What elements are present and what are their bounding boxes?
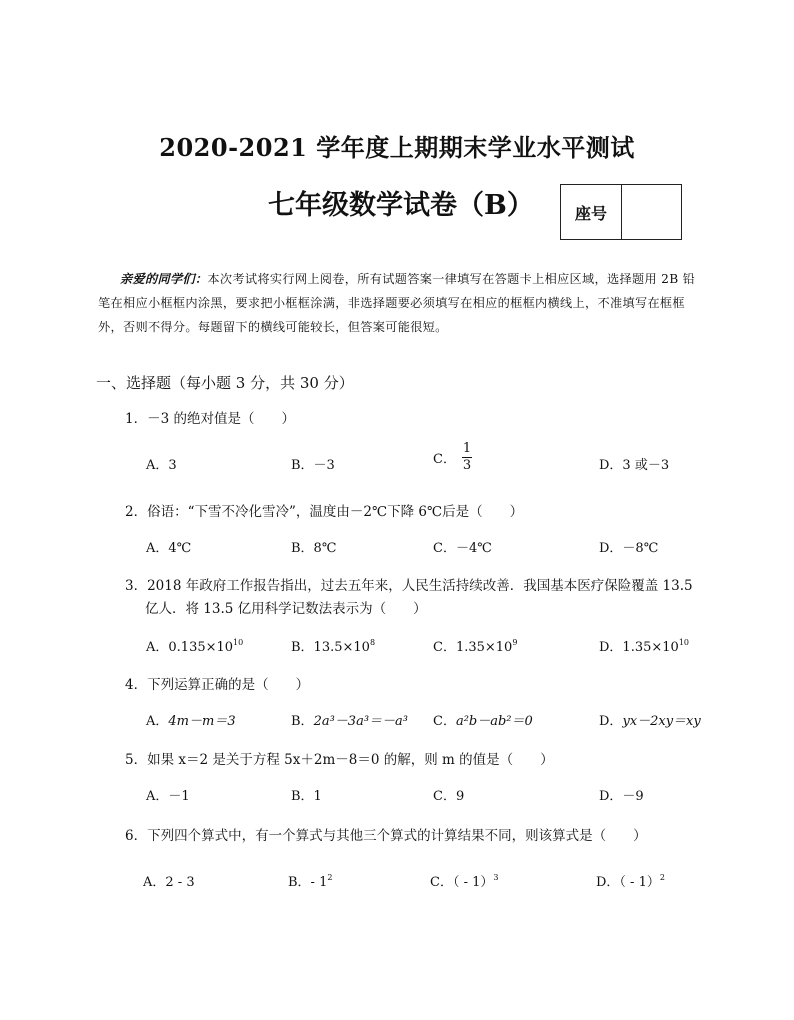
q4-option-d-expr: yx－2xy＝xy [622,714,701,729]
q3-option-b-exponent: 8 [369,638,376,647]
q6-option-b-base: B．- 1 [288,875,328,890]
q4-option-b[interactable] [291,710,408,729]
question-3-stem-line1: 3．2018 年政府工作报告指出，过去五年来，人民生活持续改善．我国基本医疗保险覆盖 13.5 [125,578,693,594]
q5-option-a[interactable]: A．－1 [146,789,190,804]
seat-number-field[interactable] [622,185,681,239]
q3-option-d[interactable] [599,636,689,655]
question-3-stem-line2: 亿人．将 13.5 亿用科学记数法表示为（ ） [145,601,427,617]
q6-option-b-exponent: 2 [327,873,333,882]
fraction-denominator: 3 [462,458,472,473]
q4-option-b-prefix: B． [291,714,314,729]
q3-option-a[interactable] [146,636,243,655]
q4-option-c-expr: a²b－ab²＝0 [455,714,533,729]
q3-option-b[interactable] [291,636,375,655]
q4-option-a[interactable] [146,710,236,729]
q4-option-b-expr: 2a³－3a³＝－a³ [313,714,408,729]
q2-option-a[interactable]: A．4℃ [146,541,192,556]
q3-option-d-base: D．1.35×10 [599,640,679,655]
section-title: 一、选择题（每小题 3 分，共 30 分） [96,374,354,392]
q6-option-c-exponent: 3 [493,873,499,882]
q6-option-a[interactable]: A．2 - 3 [143,875,195,890]
q2-option-c[interactable]: C．－4℃ [433,541,492,556]
fraction-one-third [462,441,472,474]
q2-option-d[interactable]: D．－8℃ [599,541,659,556]
q3-option-d-exponent: 10 [678,638,689,647]
q6-option-b[interactable] [288,871,332,890]
notice-body: 本次考试将实行网上阅卷，所有试题答案一律填写在答题卡上相应区域，选择题用 2B 铅笔在相应小框框内涂黑，要求把小框框涂满，非选择题要必须填写在相应的框框内横线上，不准填写在框框外，否则不得分。每题留下的横线可能较长，但答案可能很短。 [98,272,696,334]
q1-option-c[interactable] [433,441,472,474]
q4-option-d[interactable] [599,710,701,729]
q1-option-a[interactable]: A．3 [146,458,177,473]
q3-option-a-base: A．0.135×10 [146,640,234,655]
exam-subtitle: 七年级数学试卷（B） [268,190,534,221]
q4-option-a-prefix: A． [146,714,169,729]
q3-option-c[interactable] [433,636,517,655]
q4-option-d-prefix: D． [599,714,623,729]
q4-option-c-prefix: C． [433,714,456,729]
q6-option-d-exponent: 2 [659,873,665,882]
question-6-stem: 6．下列四个算式中，有一个算式与其他三个算式的计算结果不同，则该算式是（ ） [125,828,647,844]
q4-option-a-expr: 4m－m＝3 [168,714,236,729]
q6-option-d-base: D．（ - 1） [596,875,660,890]
exam-title: 2020-2021 学年度上期期末学业水平测试 [159,133,635,162]
q5-option-d[interactable]: D．－9 [599,789,644,804]
question-1-stem: 1．－3 的绝对值是（ ） [125,411,295,427]
q5-option-b[interactable]: B．1 [291,789,322,804]
notice-lead: 亲爱的同学们： [120,272,208,286]
q6-option-c[interactable] [430,871,498,890]
q3-option-c-exponent: 9 [512,638,518,647]
q6-option-d[interactable] [596,871,665,890]
q4-option-c[interactable] [433,710,533,729]
exam-notice [98,267,696,339]
question-2-stem: 2．俗语：“下雪不冷化雪冷”，温度由－2℃下降 6℃后是（ ） [125,504,524,520]
q1-option-b[interactable]: B．－3 [291,458,335,473]
seat-number-label: 座号 [561,185,622,239]
question-4-stem: 4．下列运算正确的是（ ） [125,677,310,693]
seat-number-box [560,184,682,240]
q3-option-b-base: B．13.5×10 [291,640,370,655]
question-5-stem: 5．如果 x＝2 是关于方程 5x＋2m－8＝0 的解，则 m 的值是（ ） [125,752,554,768]
q5-option-c[interactable]: C．9 [433,789,465,804]
q1-option-c-label: C． [433,452,456,467]
q2-option-b[interactable]: B．8℃ [291,541,337,556]
q3-option-a-exponent: 10 [233,638,244,647]
q6-option-c-base: C．（ - 1） [430,875,494,890]
q3-option-c-base: C．1.35×10 [433,640,513,655]
fraction-numerator: 1 [462,441,472,456]
q1-option-d[interactable]: D．3 或－3 [599,458,670,473]
